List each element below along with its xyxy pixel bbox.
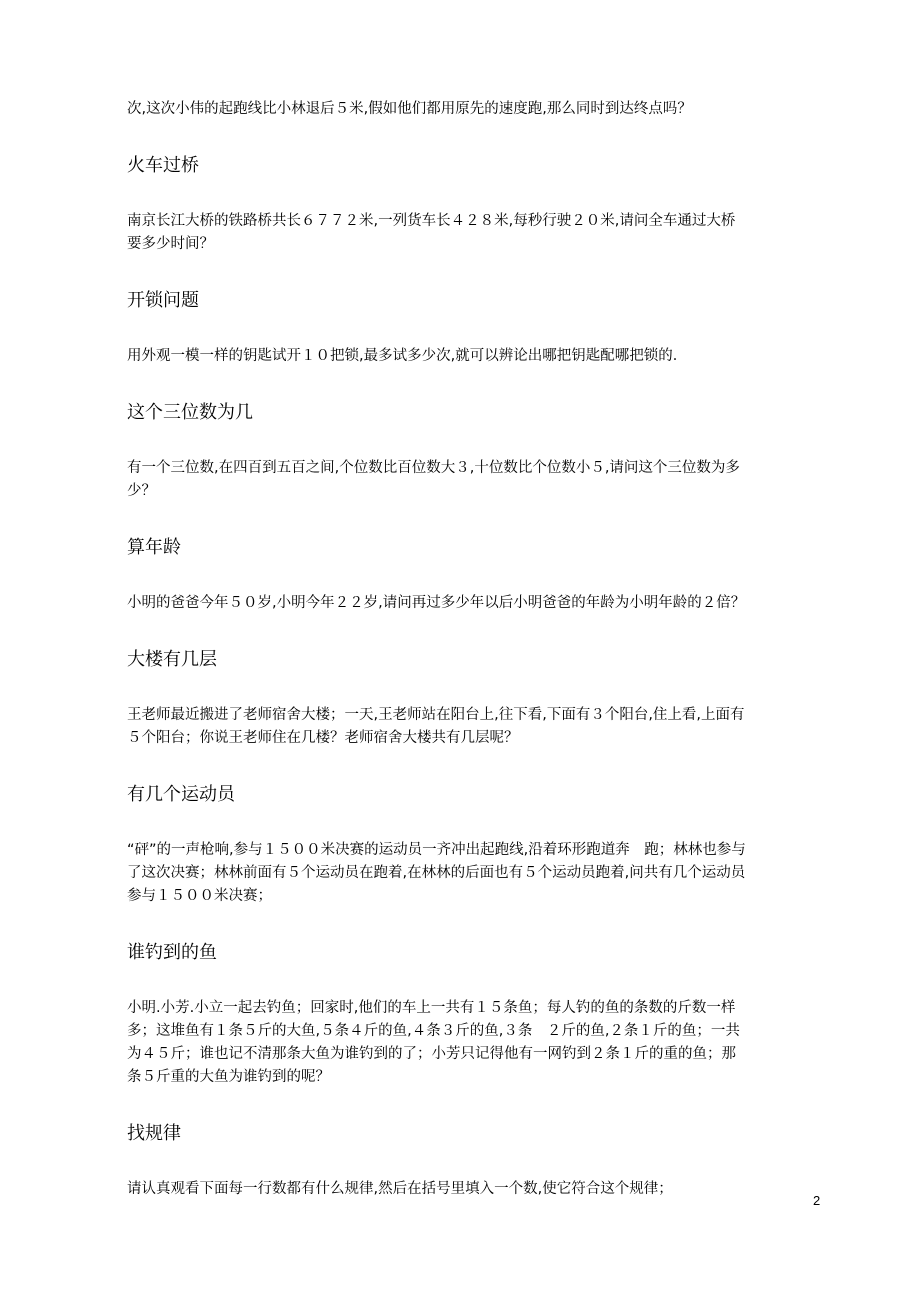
section-title-fish: 谁钓到的鱼 (127, 942, 217, 963)
section-text-train-bridge: 南京长江大桥的铁路桥共长６７７２米,一列货车长４２８米,每秒行驶２０米,请问全车通过大桥要多少时间？ (127, 213, 736, 252)
section-title-three-digit: 这个三位数为几 (127, 402, 253, 423)
section-title-pattern: 找规律 (127, 1123, 181, 1144)
section-text-pattern: 请认真观看下面每一行数都有什么规律,然后在括号里填入一个数,使它符合这个规律； (127, 1181, 673, 1197)
section-title-athletes: 有几个运动员 (127, 784, 235, 805)
section-title-age: 算年龄 (127, 537, 181, 558)
section-text-athletes: “砰”的一声枪响,参与１５００米决赛的运动员一齐冲出起跑线,沿着环形跑道奔 跑；林林也参与了这次决赛；林林前面有５个运动员在跑着,在林林的后面也有５个运动员跑着,问共有几个运动员参与１５００米决赛； (127, 842, 746, 904)
section-text-unlock: 用外观一模一样的钥匙试开１０把锁,最多试多少次,就可以辨论出哪把钥匙配哪把锁的． (127, 348, 688, 364)
section-text-building: 王老师最近搬进了老师宿舍大楼；一天,王老师站在阳台上,往下看,下面有３个阳台,住上看,上面有５个阳台；你说王老师住在几楼？老师宿舍大楼共有几层呢？ (127, 707, 745, 746)
section-title-building: 大楼有几层 (127, 649, 217, 670)
section-text-fish: 小明.小芳.小立一起去钓鱼；回家时,他们的车上一共有１５条鱼；每人钓的鱼的条数的斤数一样多；这堆鱼有１条５斤的大鱼,５条４斤的鱼,４条３斤的鱼,３条 ２斤的鱼,２条１斤的鱼；一共为４５斤；谁也记不清那条大鱼为谁钓到的了；小芳只记得他有一网钓到２条１斤的重的鱼；那条５斤重的大鱼为谁钓到的呢？ (127, 1000, 740, 1085)
section-title-unlock: 开锁问题 (127, 290, 199, 311)
section-text-three-digit: 有一个三位数,在四百到五百之间,个位数比百位数大３,十位数比个位数小５,请问这个三位数为多少？ (127, 460, 740, 499)
section-text-age: 小明的爸爸今年５０岁,小明今年２２岁,请问再过多少年以后小明爸爸的年龄为小明年龄的２倍？ (127, 595, 746, 611)
page-content (127, 98, 747, 1201)
page-number: 2 (813, 1193, 821, 1208)
intro-paragraph: 次,这次小伟的起跑线比小林退后５米,假如他们都用原先的速度跑,那么同时到达终点吗？ (127, 101, 692, 117)
section-title-train-bridge: 火车过桥 (127, 155, 199, 176)
